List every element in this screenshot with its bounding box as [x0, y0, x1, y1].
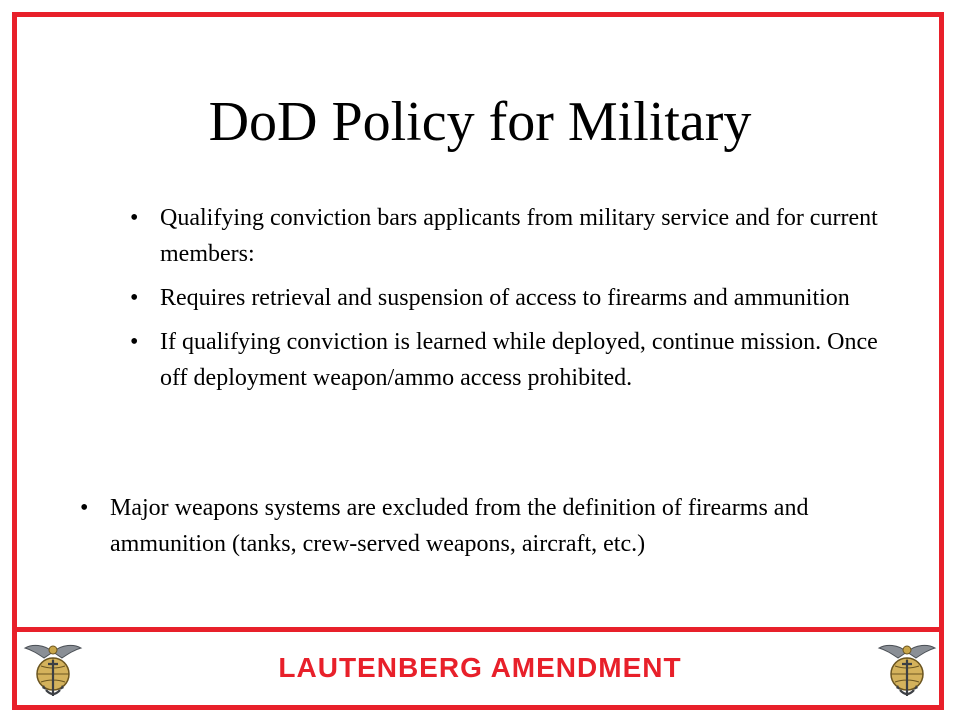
footer-divider [12, 627, 944, 632]
bullet-text: If qualifying conviction is learned while deployed, continue mission. Once off deployment weapon/ammo access prohibited. [160, 329, 878, 391]
bullet-dot: • [130, 329, 139, 355]
bullet-dot: • [130, 285, 139, 311]
list-item [130, 324, 890, 396]
footer-title: LAUTENBERG AMENDMENT [278, 652, 682, 683]
bullet-dot: • [130, 205, 139, 231]
list-item [130, 200, 890, 272]
sub-bullet-list [130, 200, 890, 404]
slide-title: DoD Policy for Military [208, 91, 752, 153]
main-bullet-list [80, 490, 880, 570]
bullet-text: Qualifying conviction bars applicants from military service and for current members: [160, 205, 878, 267]
bullet-text: Requires retrieval and suspension of access to firearms and ammunition [160, 285, 850, 311]
bullet-text: Major weapons systems are excluded from the definition of firearms and ammunition (tanks, crew-served weapons, aircraft, etc.) [110, 495, 809, 557]
list-item [130, 280, 890, 316]
list-item [80, 490, 880, 562]
bullet-dot: • [80, 495, 89, 521]
